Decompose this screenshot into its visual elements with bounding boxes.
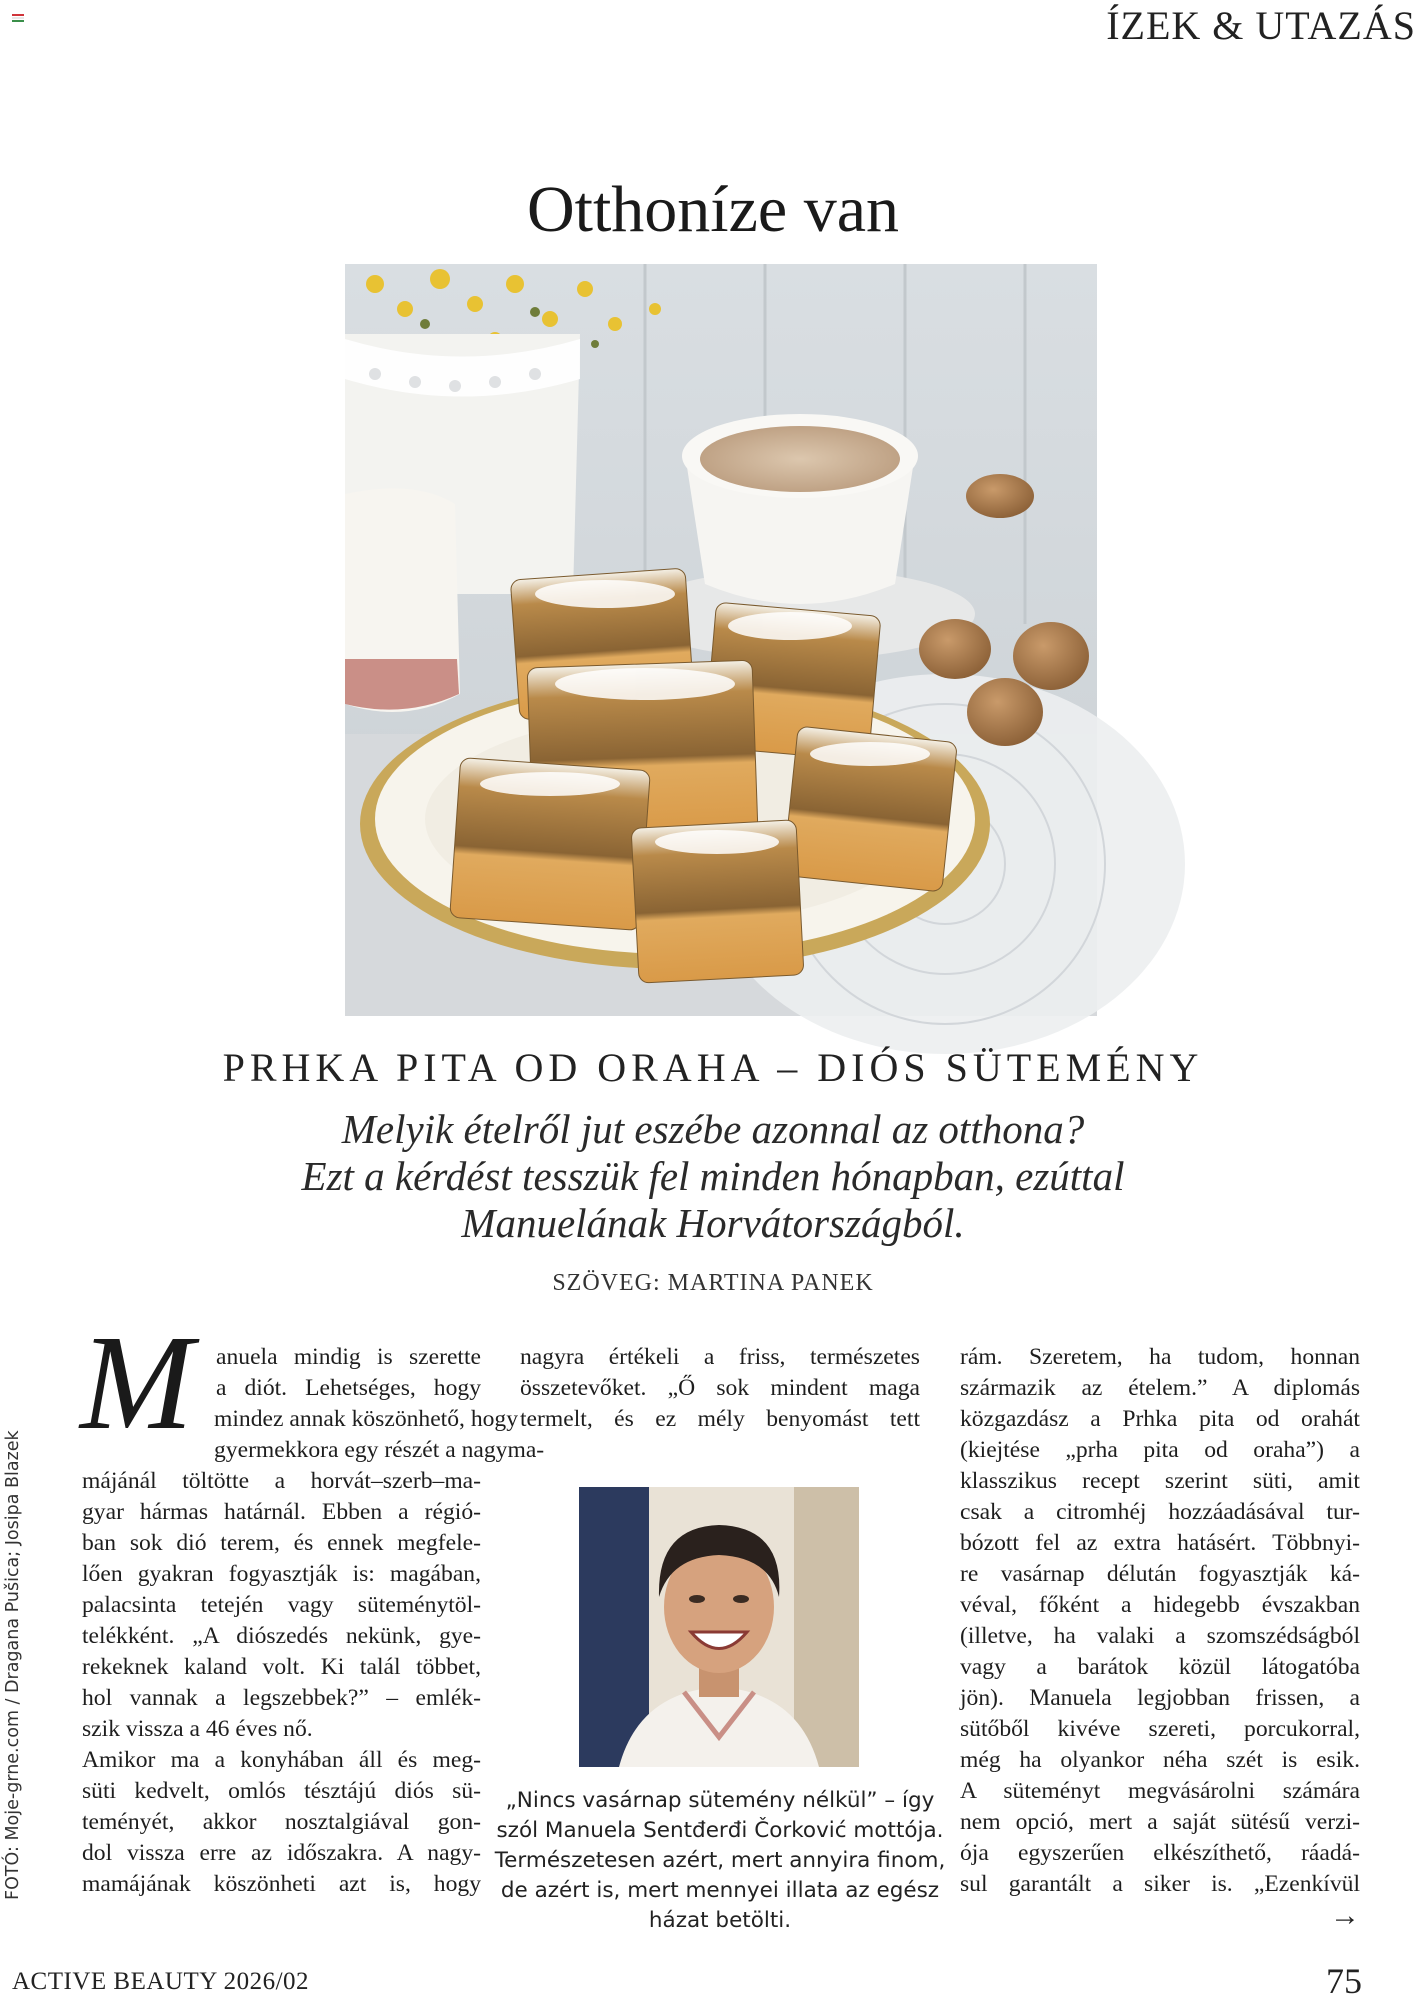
intro-line: Manuelának Horvátországból.	[461, 1200, 965, 1246]
body-line: teményét, akkor nosztalgiával gon-	[82, 1809, 481, 1835]
body-line: vagy a barátok közül látogatóba	[960, 1654, 1360, 1680]
caption-line: házat betölti.	[648, 1908, 792, 1933]
body-line: ban sok dió terem, és ennek megfele-	[82, 1530, 481, 1556]
body-line: összetevőket. „Ő sok mindent maga	[520, 1375, 920, 1401]
section-label: ÍZEK & UTAZÁS	[1106, 3, 1416, 48]
body-line: májánál töltötte a horvát–szerb–ma-	[82, 1468, 481, 1494]
body-line: dol vissza erre az időszakra. A nagy-	[82, 1840, 481, 1866]
body-line: sütőből kivéve szereti, porcukorral,	[960, 1716, 1360, 1742]
body-line: telékként. „A diószedés nekünk, gye-	[82, 1623, 481, 1649]
body-line: bózott fel az extra hatásért. Többnyi-	[960, 1530, 1360, 1556]
magazine-issue: ACTIVE BEAUTY 2026/02	[12, 1968, 310, 1995]
body-line: anuela mindig is szerette	[216, 1344, 481, 1370]
arrow-right-icon: →	[1330, 1899, 1360, 1932]
body-column-1	[80, 1308, 545, 1900]
body-line: a diót. Lehetséges, hogy	[216, 1375, 481, 1401]
page-title: Otthoníze van	[526, 173, 900, 246]
portrait-caption	[492, 1786, 948, 1936]
flag-icon	[12, 14, 24, 22]
body-line: hol vannak a legszebbek?” – emlék-	[82, 1685, 481, 1711]
body-line: re vasárnap délután fogyasztják ká-	[960, 1561, 1360, 1587]
flag-stripe-red	[12, 14, 24, 16]
body-line: (kiejtése „prha pita od oraha”) a	[960, 1437, 1360, 1463]
body-line: Amikor ma a konyhában áll és meg-	[82, 1747, 481, 1773]
body-line: közgazdász a Prhka pita od orahát	[960, 1406, 1360, 1432]
flag-stripe-white	[12, 17, 24, 19]
body-line: nagyra értékeli a friss, természetes	[520, 1344, 920, 1370]
recipe-name: PRHKA PITA OD ORAHA – DIÓS SÜTEMÉNY	[222, 1045, 1204, 1090]
body-line: sul garantált a siker is. „Ezenkívül	[960, 1871, 1360, 1897]
intro-line: Ezt a kérdést tesszük fel minden hónapban, ezúttal	[301, 1153, 1125, 1199]
dropcap: M	[80, 1308, 194, 1458]
body-line: véval, főként a hidegebb évszakban	[960, 1592, 1360, 1618]
body-line: mindez annak köszönhető, hogy	[214, 1406, 519, 1432]
body-line: A süteményt megvásárolni számára	[960, 1778, 1360, 1804]
body-line: lően gyakran fogyasztják is: magában,	[82, 1561, 481, 1587]
body-line: nem opció, mert a saját sütésű verzi-	[960, 1809, 1360, 1835]
caption-line: Természetesen azért, mert annyira finom,	[494, 1848, 946, 1873]
body-line: klasszikus recept szerint süti, amit	[960, 1468, 1360, 1494]
body-column-3	[960, 1342, 1360, 1900]
intro-line: Melyik ételről jut eszébe azonnal az otthona?	[341, 1106, 1085, 1152]
hero-photo	[345, 264, 1097, 1016]
intro-lead	[200, 1106, 1226, 1247]
byline: SZÖVEG: MARTINA PANEK	[552, 1270, 874, 1296]
photo-credit: FOTÓ: Moje-grne.com / Dragana Pušica; Josipa Blazek	[3, 1430, 23, 1900]
body-line: (illetve, ha valaki a szomszédságból	[960, 1623, 1360, 1649]
portrait-photo	[579, 1487, 859, 1767]
caption-line: „Nincs vasárnap sütemény nélkül” – így	[505, 1788, 935, 1813]
body-line: gyermekkora egy részét a nagyma-	[214, 1437, 545, 1463]
body-line: még ha olyankor néha szét is esik.	[960, 1747, 1360, 1773]
body-line: rekeknek kaland volt. Ki talál többet,	[82, 1654, 481, 1680]
body-line: rám. Szeretem, ha tudom, honnan	[960, 1344, 1360, 1370]
flag-stripe-green	[12, 20, 24, 22]
caption-line: de azért is, mert mennyei illata az egész	[500, 1878, 940, 1903]
body-line: jön). Manuela legjobban frissen, a	[960, 1685, 1360, 1711]
body-line: termelt, és ez mély benyomást tett	[520, 1406, 920, 1432]
body-line: származik az ételem.” A diplomás	[960, 1375, 1360, 1401]
body-line: csak a citromhéj hozzáadásával tur-	[960, 1499, 1360, 1525]
page-number: 75	[1326, 1961, 1362, 2001]
caption-line: szól Manuela Sentđerđi Čorković mottója.	[496, 1818, 944, 1843]
body-column-2	[520, 1342, 920, 1435]
body-line: palacsinta tetején vagy süteménytöl-	[82, 1592, 481, 1618]
body-line: ója egyszerűen elkészíthető, ráadá-	[960, 1840, 1360, 1866]
body-line: gyar hármas határnál. Ebben a régió-	[82, 1499, 481, 1525]
body-line: szik vissza a 46 éves nő.	[82, 1716, 313, 1742]
body-line: mamájának köszönheti azt is, hogy	[82, 1871, 481, 1897]
body-line: süti kedvelt, omlós tésztájú diós sü-	[82, 1778, 481, 1804]
